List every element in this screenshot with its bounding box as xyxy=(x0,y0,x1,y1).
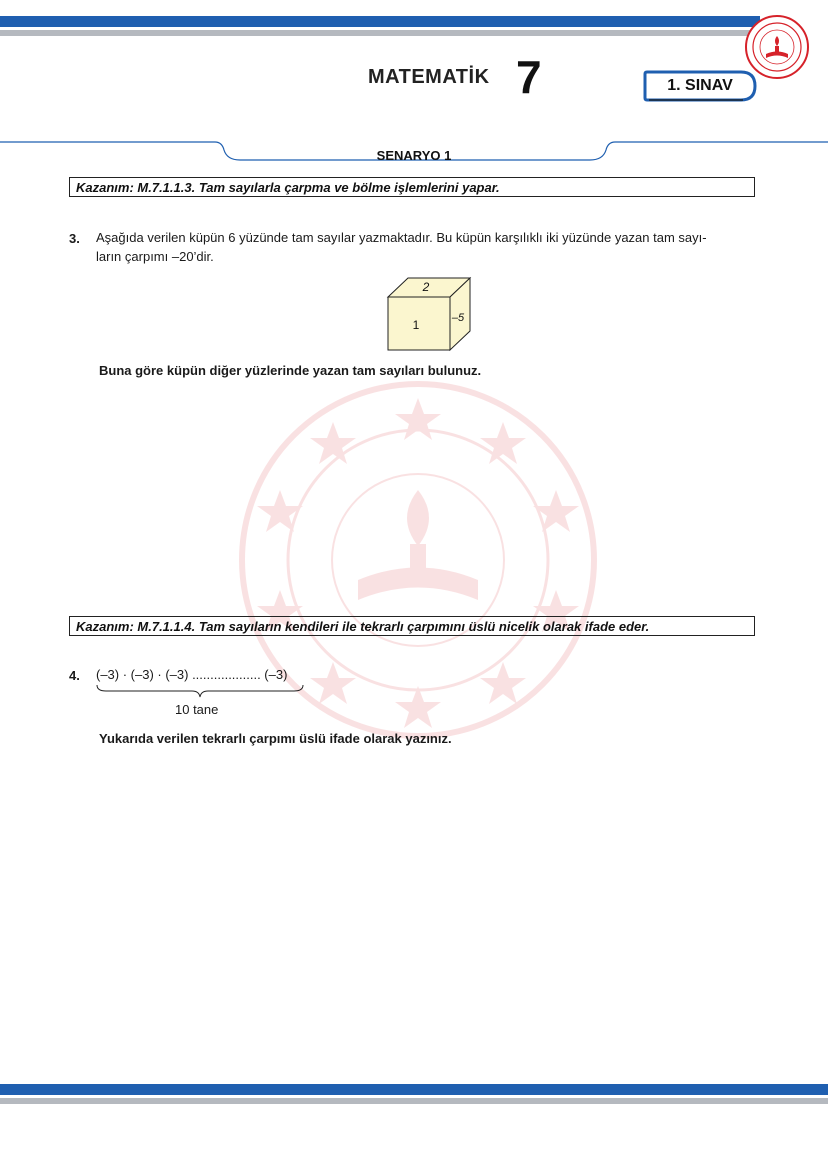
cube-figure xyxy=(384,275,474,355)
question-4-number: 4. xyxy=(69,668,80,683)
kazanim-box-1: Kazanım: M.7.1.1.3. Tam sayılarla çarpma ve bölme işlemlerini yapar. xyxy=(69,177,755,197)
top-gray-band xyxy=(0,30,760,36)
cube-top-face: 2 xyxy=(422,280,430,294)
brace-label: 10 tane xyxy=(175,702,219,717)
scenario-title: SENARYO 1 xyxy=(376,148,452,163)
question-3-text-line1: Aşağıda verilen küpün 6 yüzünde tam sayılar yazmaktadır. Bu küpün karşılıklı iki yüzünde yazan tam sayı- xyxy=(96,230,707,245)
cube-side-face: –5 xyxy=(451,312,465,324)
question-3-instruction: Buna göre küpün diğer yüzlerinde yazan tam sayıları bulunuz. xyxy=(99,363,482,378)
top-blue-band xyxy=(0,16,760,27)
question-3-text-line2: ların çarpımı –20’dir. xyxy=(96,249,214,264)
bottom-gray-band xyxy=(0,1098,828,1104)
bottom-blue-band xyxy=(0,1084,828,1095)
question-4-instruction: Yukarıda verilen tekrarlı çarpımı üslü ifade olarak yazınız. xyxy=(99,731,452,746)
cube-front-face: 1 xyxy=(412,318,420,332)
grade-number: 7 xyxy=(516,51,542,103)
question-4-expression: (–3) · (–3) · (–3) ................... (–3) xyxy=(96,667,288,682)
exam-label: 1. SINAV xyxy=(667,77,733,94)
underbrace-icon xyxy=(96,684,304,698)
subject-title: MATEMATİK xyxy=(368,66,490,88)
question-3-number: 3. xyxy=(69,231,80,246)
kazanim-box-2: Kazanım: M.7.1.1.4. Tam sayıların kendileri ile tekrarlı çarpımını üslü nicelik olarak ifade eder. xyxy=(69,616,755,636)
